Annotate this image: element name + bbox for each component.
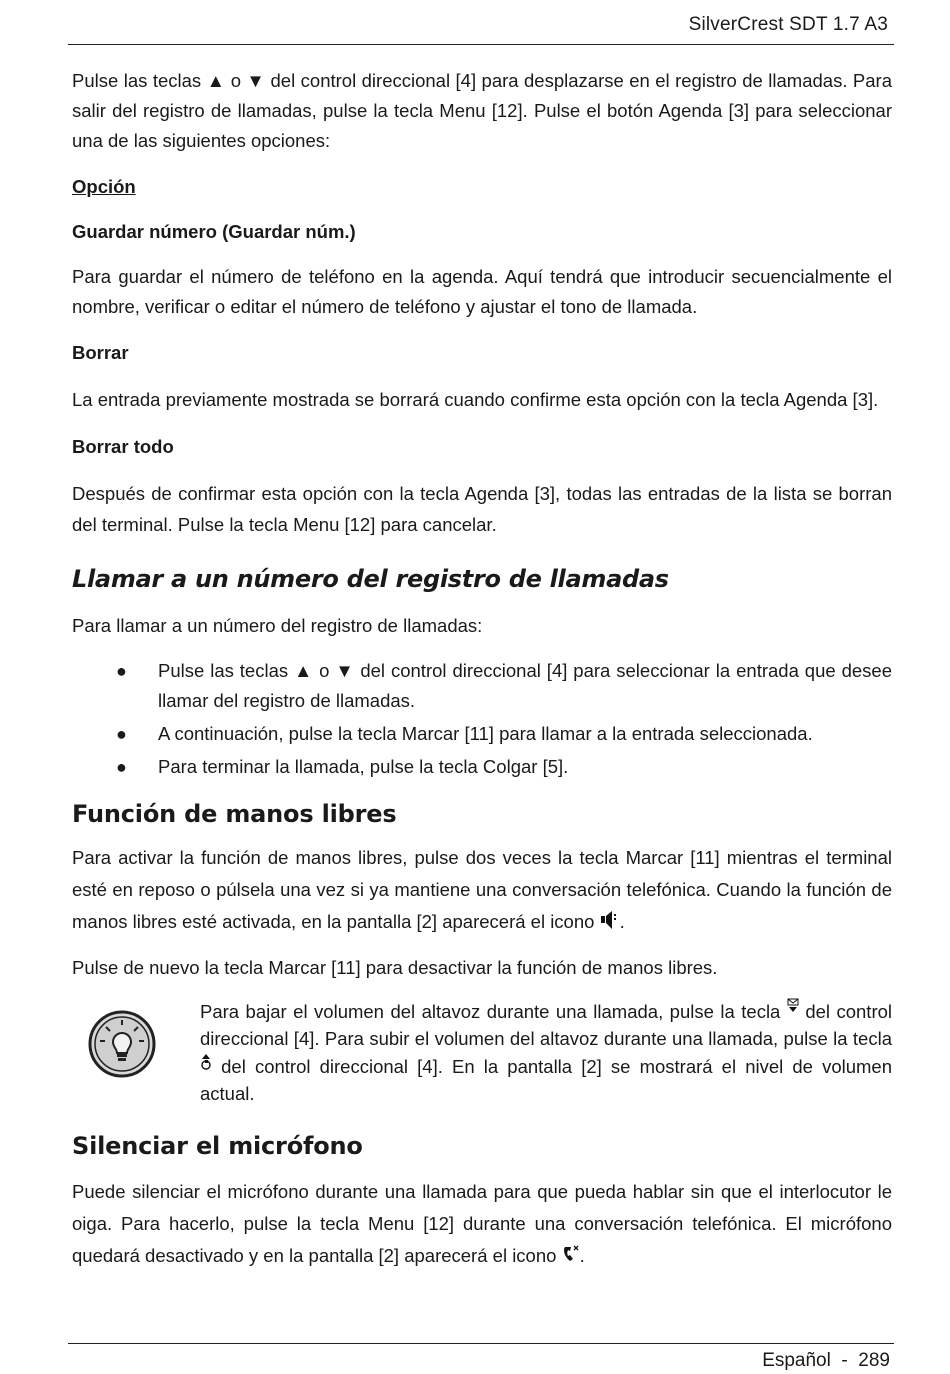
volume-up-key-icon (200, 1056, 212, 1077)
options-heading: Opción (72, 176, 136, 197)
mute-mic-icon (562, 1245, 580, 1266)
handsfree-off-paragraph: Pulse de nuevo la tecla Marcar [11] para desactivar la función de manos libres. (72, 956, 718, 978)
list-item: ● A continuación, pulse la tecla Marcar [11] para llamar a la entrada seleccionada. (72, 719, 892, 749)
call-section-intro: Para llamar a un número del registro de llamadas: (72, 614, 483, 636)
list-item: ● Pulse las teclas ▲ o ▼ del control direccional [4] para seleccionar la entrada que desee llamar del registro de llamadas. (72, 656, 892, 716)
option-text-delete: La entrada previamente mostrada se borrará cuando confirme esta opción con la tecla Agenda [3]. (72, 389, 879, 410)
option-title-save: Guardar número (Guardar núm.) (72, 221, 356, 242)
page-content (72, 66, 892, 1272)
call-steps-list (72, 656, 892, 782)
option-text-save: Para guardar el número de teléfono en la agenda. Aquí tendrá que introducir secuencialmente el nombre, verificar o editar el número de teléfono y ajustar el tono de llamada. (72, 266, 892, 317)
volume-down-key-icon (787, 1001, 799, 1022)
page-header-title: SilverCrest SDT 1.7 A3 (688, 14, 888, 35)
footer-rule (68, 1343, 894, 1344)
bullet-icon: ● (116, 660, 127, 681)
lightbulb-tip-icon (72, 998, 200, 1108)
option-title-delete-all: Borrar todo (72, 435, 174, 457)
handsfree-paragraph: Para activar la función de manos libres, pulse dos veces la tecla Marcar [11] mientras el terminal esté en reposo o púlsela una vez si ya mantiene una conversación telefónica. Cuando la función de manos libres esté activada, en la pantalla [2] aparecerá el icono . (72, 846, 892, 932)
option-text-delete-all: Después de confirmar esta opción con la tecla Agenda [3], todas las entradas de la lista se borran del terminal. Pulse la tecla Menu [12] para cancelar. (72, 482, 892, 535)
bullet-icon: ● (116, 723, 127, 744)
page-footer: Español - 289 (762, 1350, 890, 1371)
intro-paragraph: Pulse las teclas ▲ o ▼ del control direccional [4] para desplazarse en el registro de llamadas. Para salir del registro de llamadas, pulse la tecla Menu [12]. Pulse el botón Agenda [3] para seleccionar una de las siguientes opciones: (72, 70, 892, 151)
call-section-heading: Llamar a un número del registro de llamadas (72, 564, 669, 593)
handsfree-heading: Función de manos libres (72, 799, 397, 828)
mute-heading: Silenciar el micrófono (72, 1131, 363, 1160)
option-title-delete: Borrar (72, 342, 129, 363)
list-item: ● Para terminar la llamada, pulse la tecla Colgar [5]. (72, 752, 892, 782)
tip-box (72, 998, 892, 1108)
bullet-icon: ● (116, 756, 127, 777)
header-rule (68, 44, 894, 45)
mute-paragraph: Puede silenciar el micrófono durante una llamada para que pueda hablar sin que el interlocutor le oiga. Para hacerlo, pulse la tecla Menu [12] durante una conversación telefónica. El micrófono quedará desactivado y en la pantalla [2] aparecerá el icono . (72, 1180, 892, 1266)
speaker-icon (600, 911, 620, 932)
tip-text: Para bajar el volumen del altavoz durante una llamada, pulse la tecla del control direccional [4]. Para subir el volumen del altavoz durante una llamada, pulse la tecla del control direccional [4]. En la pantalla [2] se mostrará el nivel de volumen actual. (200, 1000, 893, 1104)
